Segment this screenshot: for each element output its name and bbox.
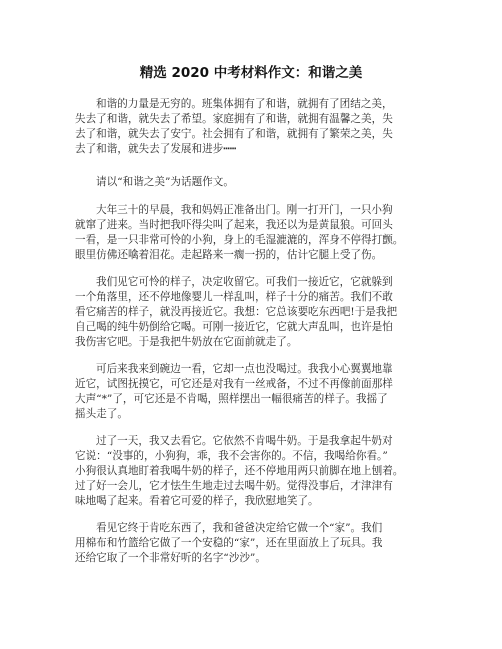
document-title: 精选 2020 中考材料作文：和谐之美 [139, 65, 363, 81]
text-line: 还给它取了一个非常好听的名字“沙沙”。 [75, 552, 266, 564]
paragraph-prompt [75, 175, 435, 190]
text-line: 过了一天，我又去看它。它依然不肯喝牛奶。于是我拿起牛奶对 [96, 435, 393, 447]
text-line: 去了和谐，就失去了发展和进步┅┅ [75, 143, 237, 155]
paragraph-body [75, 275, 435, 350]
text-line: 一个角落里，还不停地像婴儿一样乱叫，样子十分的痛苦。我们不敢 [75, 291, 393, 303]
text-line: 去了和谐，就失去了安宁。社会拥有了和谐，就拥有了繁荣之美，失 [75, 128, 393, 140]
text-line: 我们见它可怜的样子，决定收留它。可我们一接近它，它就躲到 [96, 276, 393, 288]
text-line: 近它，试图抚摸它，可它还是对我有一丝戒备，不过不再像前面那样 [75, 378, 393, 390]
text-line: 大年三十的早晨，我和妈妈正准备出门。刚一打开门，一只小狗 [96, 204, 393, 216]
text-line: 可后来我来到碗边一看，它却一点也没喝过。我我小心翼翼地靠 [96, 363, 393, 375]
text-line: 它说：“没事的，小狗狗，乖，我不会害你的。不信，我喝给你看。” [75, 450, 388, 462]
text-line: 就窜了进来。当时把我吓得尖叫了起来，我还以为是黄鼠狼。可回头 [75, 219, 393, 231]
paragraph-body [75, 203, 435, 263]
text-line: 味地喝了起来。看着它可爱的样子，我欣慰地笑了。 [75, 495, 319, 507]
paragraph-intro [75, 97, 435, 157]
text-line: 失去了和谐，就失去了希望。家庭拥有了和谐，就拥有温馨之美，失 [75, 113, 393, 125]
text-line: 眼里仿佛还噙着泪花。走起路来一瘸一拐的，估计它腿上受了伤。 [75, 249, 383, 261]
text-line: 小狗很认真地盯着我喝牛奶的样子，还不停地用两只前脚在地上刨着。 [75, 465, 404, 477]
text-line: 过了好一会儿，它才怯生生地走过去喝牛奶。觉得没事后，才津津有 [75, 480, 393, 492]
paragraph-body [75, 362, 435, 422]
paragraph-body [75, 434, 435, 509]
text-line: 摇头走了。 [75, 408, 128, 420]
text-line: 用棉布和竹篮给它做了一个安稳的“家”，还在里面放上了玩具。我 [75, 537, 383, 549]
text-line: 我伤害它吧。于是我把牛奶放在它面前就走了。 [75, 336, 298, 348]
text-line: 看见它终于肯吃东西了，我和爸爸决定给它做一个“家”。我们 [96, 522, 383, 534]
paragraph-body [75, 521, 435, 566]
text-line: 大声“*”了，可它还是不肯喝，照样摆出一幅很痛苦的样子。我摇了 [75, 393, 388, 405]
text-line: 自己喝的纯牛奶倒给它喝。可刚一接近它，它就大声乱叫，也许是怕 [75, 321, 393, 333]
text-line: 和谐的力量是无穷的。班集体拥有了和谐，就拥有了团结之美， [96, 98, 393, 110]
text-line: 一看，是一只非常可怜的小狗，身上的毛湿漉漉的，浑身不停得打颤。 [75, 234, 404, 246]
text-line: 看它痛苦的样子，就没再接近它。我想：它总该要吃东西吧!于是我把 [75, 306, 398, 318]
text-line: 请以“和谐之美”为话题作文。 [96, 176, 234, 188]
